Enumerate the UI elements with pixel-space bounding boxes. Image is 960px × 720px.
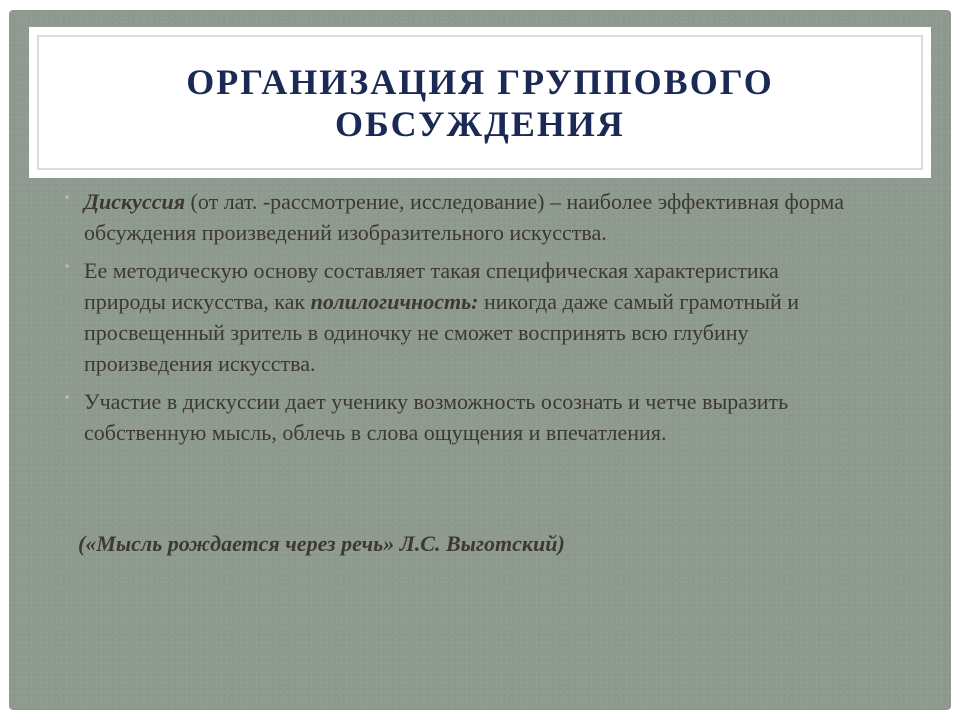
bullet-marker: • [64, 388, 70, 407]
bullet-text: Ее методическую основу составляет такая специфическая характеристика природы искусства, как [84, 258, 779, 314]
bullet-marker: • [64, 188, 70, 207]
bullet-item [64, 386, 864, 448]
title-box [37, 35, 923, 170]
quote: («Мысль рождается через речь» Л.С. Выготский) [78, 531, 565, 556]
bullet-marker: • [64, 257, 70, 276]
bullet-item [64, 186, 864, 248]
bullet-text: (от лат. -рассмотрение, исследование) – наиболее эффективная форма обсуждения произведений изобразительного искусства. [84, 189, 844, 245]
slide-content [64, 186, 864, 455]
slide-title: ОРГАНИЗАЦИЯ ГРУППОВОГО ОБСУЖДЕНИЯ [186, 61, 774, 144]
bullet-item [64, 255, 864, 379]
term-polylogicity: полилогичность: [310, 289, 479, 314]
term-discussion: Дискуссия [84, 189, 186, 214]
bullet-text: никогда даже самый грамотный и просвещенный зритель в одиночку не сможет воспринять всю глубину произведения искусства. [84, 289, 800, 376]
title-frame [29, 27, 931, 178]
bullet-text: Участие в дискуссии дает ученику возможность осознать и четче выразить собственную мысль, облечь в слова ощущения и впечатления. [84, 389, 789, 445]
